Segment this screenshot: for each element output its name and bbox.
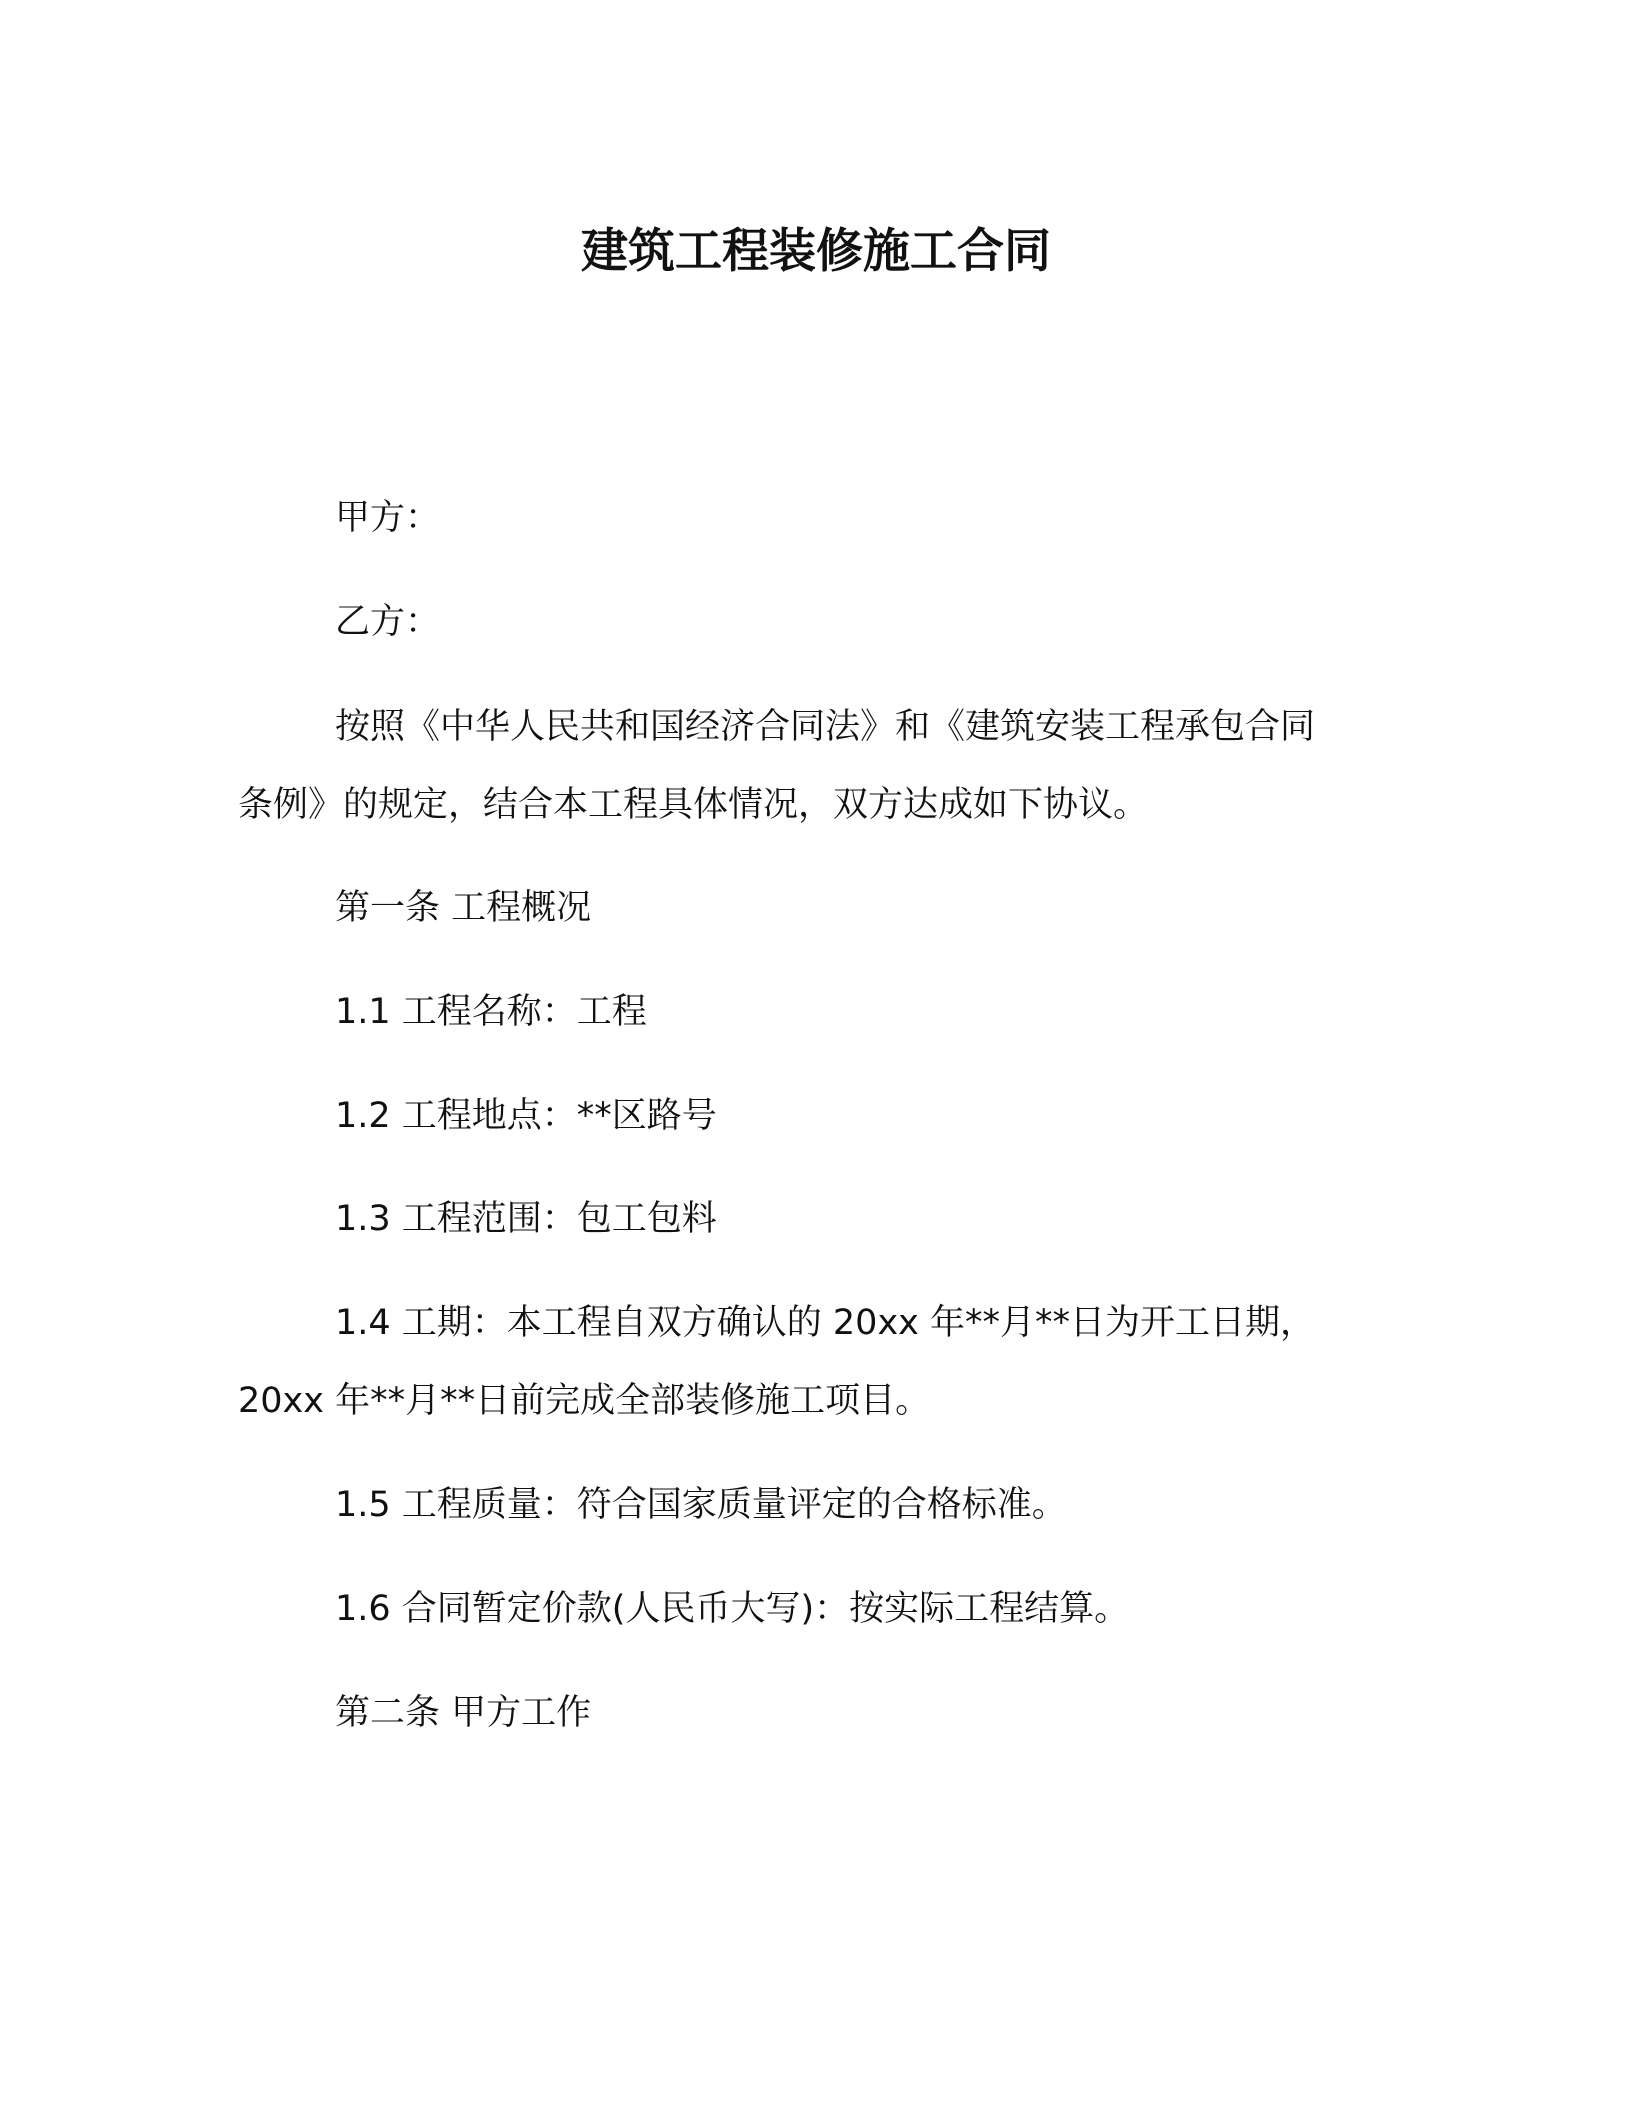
clause-1-5: 1.5 工程质量：符合国家质量评定的合格标准。 [335, 1485, 1067, 1525]
clause-1-2: 1.2 工程地点：**区路号 [335, 1096, 717, 1136]
document-title: 建筑工程装修施工合同 [581, 224, 1051, 279]
clause-1-4-line-2: 20xx 年**月**日前完成全部装修施工项目。 [238, 1381, 931, 1421]
intro-paragraph-line-2: 条例》的规定，结合本工程具体情况，双方达成如下协议。 [238, 785, 1149, 825]
clause-1-1: 1.1 工程名称：工程 [335, 992, 647, 1032]
clause-1-3: 1.3 工程范围：包工包料 [335, 1199, 717, 1239]
party-b-line: 乙方： [335, 602, 441, 642]
article-1-heading: 第一条 工程概况 [335, 888, 592, 928]
party-a-line: 甲方： [335, 498, 441, 538]
article-2-heading: 第二条 甲方工作 [335, 1693, 592, 1733]
clause-1-6: 1.6 合同暂定价款(人民币大写)：按实际工程结算。 [335, 1589, 1130, 1629]
clause-1-4-line-1: 1.4 工期：本工程自双方确认的 20xx 年**月**日为开工日期， [335, 1303, 1316, 1343]
intro-paragraph-line-1: 按照《中华人民共和国经济合同法》和《建筑安装工程承包合同 [335, 707, 1316, 747]
